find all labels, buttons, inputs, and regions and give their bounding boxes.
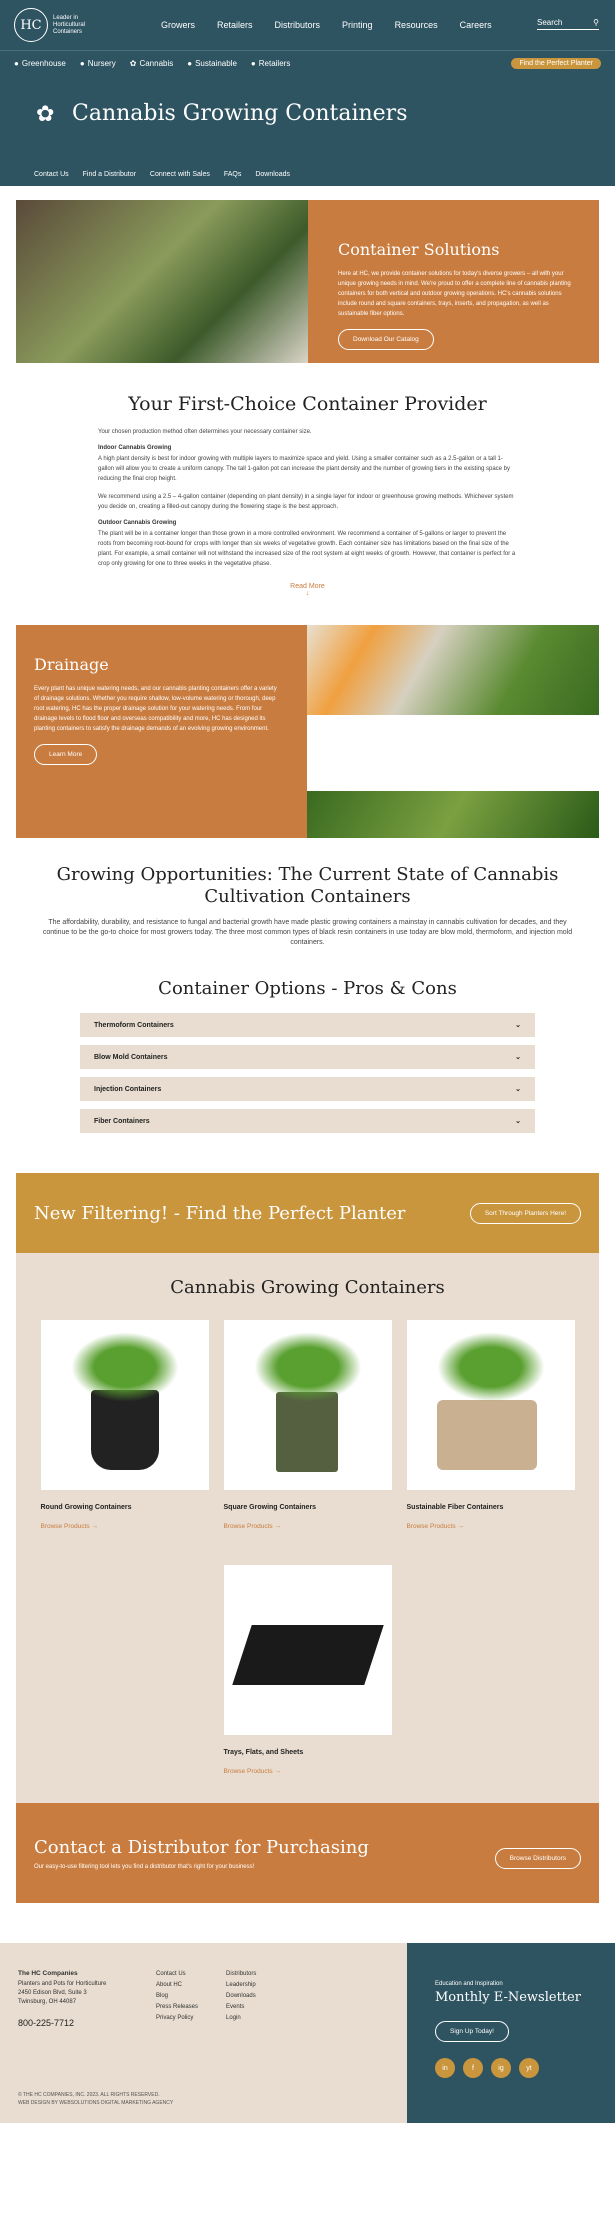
product-card[interactable] [224, 1565, 392, 1795]
page-title: Cannabis Growing Containers [72, 101, 408, 126]
drainage-text: Every plant has unique watering needs, and our cannabis planting containers offer a variety of drainage solutions. Whether you require shallow, low-volume watering or thorough, deep root watering, HC has the proper drainage solution for your watering needs. From four drainage levels to flood floor and overseas compatibility and more, HC has designed its planting containers to satisfy the drainage demands of an evolving growing environment. [34, 686, 277, 732]
products-section [16, 1253, 599, 1803]
accordion-blow-mold[interactable]: Blow Mold Containers ⌄ [80, 1045, 535, 1069]
product-name: Sustainable Fiber Containers [406, 1504, 504, 1511]
chevron-down-icon: ⌄ [515, 1022, 521, 1029]
indoor-heading: Indoor Cannabis Growing [98, 445, 172, 451]
footer-address: The HC Companies Planters and Pots for Horticulture 2450 Edison Blvd, Suite 3 Twinsburg, OH 44087 800-225-7712 [18, 1969, 128, 2028]
browse-products-link[interactable]: Browse Products → [40, 1523, 98, 1530]
growing-section [0, 838, 615, 948]
retailers-icon: ● [250, 59, 256, 68]
browse-products-link[interactable]: Browse Products → [223, 1523, 281, 1530]
hero-link-contact[interactable]: Contact Us [34, 171, 69, 178]
growing-text: The affordability, durability, and resistance to fungal and bacterial growth have made plastic growing containers a mainstay in cannabis cultivation for decades, and they continue to be the go-to choice for most growers today. The three most common types of black resin containers in use today are blow mold, thermoform, and injection mold containers. [42, 919, 573, 946]
linkedin-icon[interactable]: in [435, 2058, 455, 2078]
fiber-container-image [407, 1320, 575, 1490]
outdoor-heading: Outdoor Cannabis Growing [98, 520, 177, 526]
nav-growers[interactable]: Growers [161, 20, 196, 30]
learn-more-button[interactable]: Learn More [34, 744, 97, 765]
growing-title: Growing Opportunities: The Current State of Cannabis Cultivation Containers [56, 864, 559, 907]
product-name: Round Growing Containers [40, 1504, 132, 1511]
footer-link[interactable]: Blog [156, 1993, 169, 1999]
product-card[interactable] [224, 1320, 392, 1550]
product-name: Square Growing Containers [223, 1504, 317, 1511]
first-choice-section [0, 363, 615, 597]
solutions-card [16, 200, 599, 363]
nav-resources[interactable]: Resources [394, 20, 438, 30]
hero [0, 76, 615, 186]
filter-banner [16, 1173, 599, 1253]
accordion-fiber[interactable]: Fiber Containers ⌄ [80, 1109, 535, 1133]
arrow-right-icon: → [457, 1523, 464, 1530]
arrow-right-icon: → [91, 1523, 98, 1530]
indoor-text-1: A high plant density is best for indoor growing with multiple layers to maximize space and yield. Using a smaller container such as a 2.5-gallon or a tall 1-gallon will allow you to create a uniform canopy. The tall 1-gallon pot can increase the plant density and the number of growing tiers in the existing space by reducing the final crop height. [98, 456, 511, 482]
youtube-icon[interactable]: yt [519, 2058, 539, 2078]
chevron-down-icon: ⌄ [515, 1118, 521, 1125]
footer-link[interactable]: Events [226, 2004, 245, 2010]
cannabis-leaf-icon: ✿ [36, 101, 55, 126]
footer-link[interactable]: Downloads [226, 1993, 256, 1999]
solutions-text: Here at HC, we provide container solutions for today's diverse growers – all with your unique growing needs in mind. We're proud to offer a complete line of cannabis planting containers for both vertical and outdoor growing operations. HC's cannabis solutions include round and square containers, trays, inserts, and propagation, as well as sustainable fiber options. [338, 271, 571, 317]
subnav-retailers[interactable]: ● Retailers [250, 59, 291, 68]
signup-button[interactable]: Sign Up Today! [435, 2021, 509, 2042]
search-input[interactable]: Search ⚲ [537, 18, 599, 30]
accordion-injection[interactable]: Injection Containers ⌄ [80, 1077, 535, 1101]
nav-retailers[interactable]: Retailers [217, 20, 253, 30]
newsletter-title: Monthly E-Newsletter [435, 1990, 581, 2005]
download-catalog-button[interactable]: Download Our Catalog [338, 329, 434, 350]
tray-image [224, 1565, 392, 1735]
sustainable-icon: ● [187, 59, 193, 68]
round-container-image [41, 1320, 209, 1490]
arrow-down-icon: ↓ [305, 590, 310, 597]
nav-distributors[interactable]: Distributors [274, 20, 321, 30]
newsletter [407, 1943, 615, 2123]
product-card[interactable] [41, 1320, 209, 1550]
facebook-icon[interactable]: f [463, 2058, 483, 2078]
newsletter-kicker: Education and Inspiration [435, 1981, 503, 1987]
footer-links-1 [156, 1969, 198, 2028]
footer-phone[interactable]: 800-225-7712 [18, 2018, 75, 2028]
contact-text: Our easy-to-use filtering tool lets you find a distributor that's right for your business! [34, 1863, 255, 1870]
footer-link[interactable]: Press Releases [156, 2004, 199, 2010]
drainage-photos [307, 625, 599, 838]
read-more-link[interactable]: Read More ↓ [290, 583, 325, 597]
logo[interactable] [14, 8, 101, 42]
footer-link[interactable]: Login [226, 2015, 241, 2021]
drainage-card [16, 625, 599, 838]
square-container-image [224, 1320, 392, 1490]
footer-link[interactable]: Leadership [226, 1982, 256, 1988]
find-planter-button[interactable]: Find the Perfect Planter [511, 58, 601, 69]
browse-distributors-button[interactable]: Browse Distributors [495, 1848, 581, 1869]
hero-link-distributor[interactable]: Find a Distributor [82, 171, 136, 178]
indoor-text-2: We recommend using a 2.5 – 4-gallon container (depending on plant density) in a single layer for indoor or greenhouse growing methods. Whichever system you decide on, creating a filled-out canopy during the flowering stage is the best approach. [98, 494, 514, 510]
main-links [161, 20, 492, 30]
subnav-greenhouse[interactable]: ● Greenhouse [14, 59, 66, 68]
footer-links-2 [226, 1969, 256, 2028]
footer [0, 1943, 615, 2123]
instagram-icon[interactable]: ig [491, 2058, 511, 2078]
logo-mark: HC [14, 8, 48, 42]
drainage-title: Drainage [34, 655, 109, 674]
footer-link[interactable]: About HC [156, 1982, 183, 1988]
options-section [0, 948, 615, 1133]
copyright: © THE HC COMPANIES, INC. 2023. ALL RIGHTS RESERVED. WEB DESIGN BY WEBSOLUTIONS DIGITAL MARKETING AGENCY [18, 2092, 174, 2106]
solutions-title: Container Solutions [338, 240, 500, 259]
arrow-right-icon: → [274, 1523, 281, 1530]
hero-links [34, 171, 290, 178]
logo-tagline: Leader in Horticultural Containers [53, 14, 86, 35]
browse-products-link[interactable]: Browse Products → [406, 1523, 464, 1530]
hero-link-sales[interactable]: Connect with Sales [149, 171, 210, 178]
accordion-thermoform[interactable]: Thermoform Containers ⌄ [80, 1013, 535, 1037]
nav-careers[interactable]: Careers [459, 20, 492, 30]
browse-products-link[interactable]: Browse Products → [223, 1768, 281, 1775]
sort-planters-button[interactable]: Sort Through Planters Here! [470, 1203, 581, 1224]
sub-nav [0, 50, 615, 76]
social-links [435, 2058, 587, 2078]
product-card[interactable] [407, 1320, 575, 1550]
subnav-cannabis[interactable]: ✿ Cannabis [129, 59, 174, 68]
subnav-nursery[interactable]: ● Nursery [79, 59, 116, 68]
greenhouse-icon: ● [14, 59, 19, 68]
product-name: Trays, Flats, and Sheets [223, 1749, 304, 1756]
chevron-down-icon: ⌄ [515, 1086, 521, 1093]
contact-banner [16, 1803, 599, 1903]
top-nav [0, 0, 615, 50]
nav-printing[interactable]: Printing [342, 20, 373, 30]
footer-link[interactable]: Contact Us [156, 1971, 186, 1977]
first-choice-title: Your First-Choice Container Provider [128, 393, 487, 415]
outdoor-text: The plant will be in a container longer than those grown in a more controlled environment. We recommend a container of 5-gallons or larger to prevent the roots from becoming root-bound for crops with longer than six weeks of vegetative growth. Each container size has limitations based on the final size of the plant. For example, a small container will not withstand the increased size of the root system at eight weeks of growth. However, that container is perfect for a crop only growing for one to three weeks in the vegetative phase. [98, 531, 516, 567]
footer-link[interactable]: Privacy Policy [156, 2015, 194, 2021]
first-intro: Your chosen production method often determines your necessary container size. [98, 429, 312, 435]
filter-title: New Filtering! - Find the Perfect Planter [34, 1202, 406, 1224]
cannabis-icon: ✿ [129, 59, 137, 68]
nursery-icon: ● [79, 59, 85, 68]
cannabis-plant-photo [16, 200, 308, 363]
hero-link-faqs[interactable]: FAQs [223, 171, 242, 178]
arrow-right-icon: → [274, 1768, 281, 1775]
search-icon[interactable]: ⚲ [593, 18, 599, 27]
options-title: Container Options - Pros & Cons [158, 978, 457, 999]
products-title: Cannabis Growing Containers [170, 1277, 445, 1298]
hero-link-downloads[interactable]: Downloads [255, 171, 290, 178]
subnav-sustainable[interactable]: ● Sustainable [187, 59, 237, 68]
footer-link[interactable]: Distributors [226, 1971, 257, 1977]
chevron-down-icon: ⌄ [515, 1054, 521, 1061]
contact-title: Contact a Distributor for Purchasing [34, 1836, 369, 1858]
